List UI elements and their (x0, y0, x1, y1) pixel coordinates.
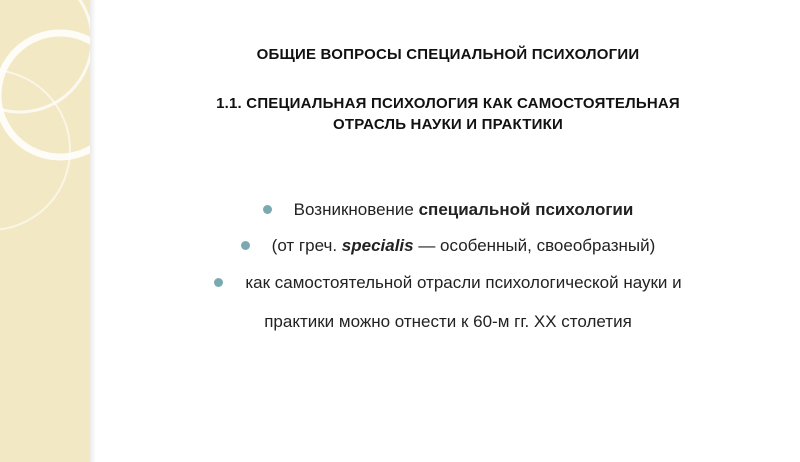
bullet-2-suffix: — особенный, своеобразный) (413, 236, 656, 255)
subtitle-line-2: ОТРАСЛЬ НАУКИ И ПРАКТИКИ (333, 116, 563, 133)
bullet-dot-icon (241, 241, 250, 250)
bullet-1-emphasis: специальной психологии (418, 200, 634, 219)
slide-content (96, 0, 800, 462)
bullet-2-emphasis: specialis (341, 236, 414, 255)
bullet-2-prefix: (от греч. (271, 236, 342, 255)
slide-title: ОБЩИЕ ВОПРОСЫ СПЕЦИАЛЬНОЙ ПСИХОЛОГИИ (256, 46, 640, 63)
bullet-item-1 (96, 200, 800, 220)
bullet-dot-icon (263, 205, 272, 214)
bullet-dot-icon (214, 278, 223, 287)
bullet-item-3 (96, 273, 800, 293)
bullet-3-text: как самостоятельной отрасли психологической науки и (245, 273, 682, 292)
slide-subtitle (96, 93, 800, 135)
bullet-item-2 (96, 236, 800, 256)
decorative-rings (0, 0, 90, 462)
decorative-side-band (0, 0, 90, 462)
subtitle-line-1: 1.1. СПЕЦИАЛЬНАЯ ПСИХОЛОГИЯ КАК САМОСТОЯТЕЛЬНАЯ (216, 95, 680, 112)
bullet-item-3-continuation: практики можно отнести к 60-м гг. XX столетия (264, 312, 632, 331)
bullet-1-prefix: Возникновение (293, 200, 419, 219)
